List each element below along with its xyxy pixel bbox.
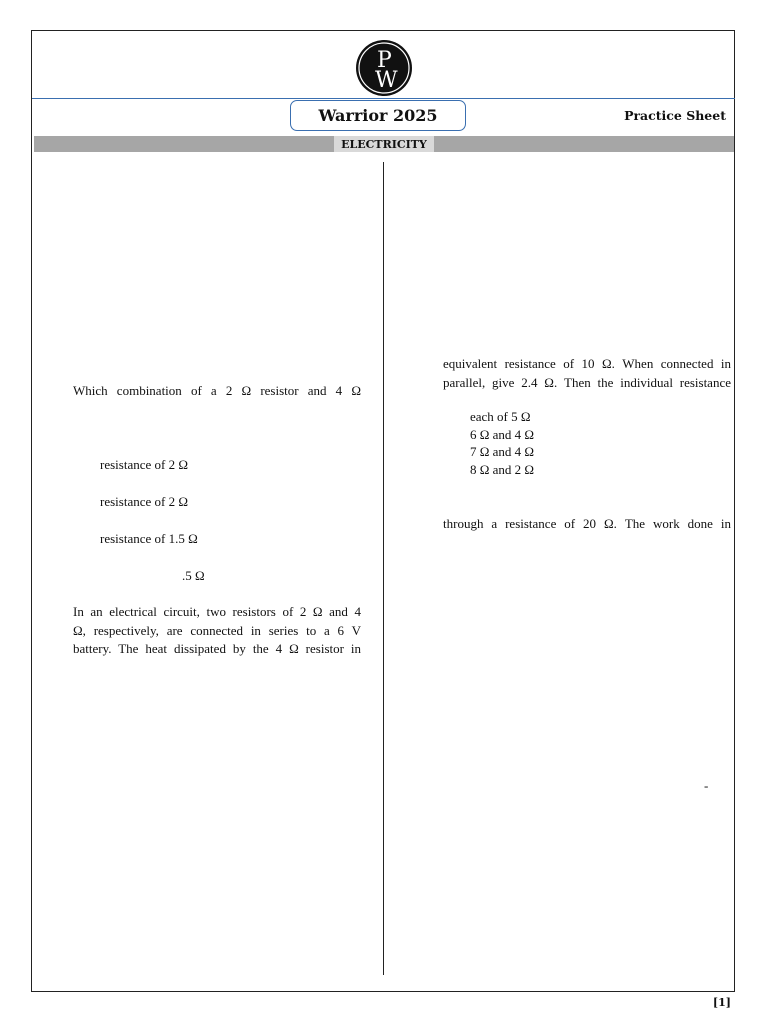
- question-line: Which combination of a 2 Ω resistor and 4 Ω: [73, 383, 361, 398]
- sheet-title-box: [290, 100, 466, 131]
- option-item: 6 Ω and 4 Ω: [470, 426, 535, 442]
- option-b: resistance of 2 Ω: [100, 494, 188, 509]
- column-divider: [383, 162, 384, 975]
- page-number: [1]: [712, 996, 731, 1009]
- right-question-line: through a resistance of 20 Ω. The work done in: [443, 516, 731, 531]
- svg-text:P: P: [377, 48, 392, 73]
- right-options-list: [470, 408, 534, 479]
- option-d: .5 Ω: [182, 568, 205, 583]
- option-a: resistance of 2 Ω: [100, 457, 188, 472]
- sheet-title: Warrior 2025: [318, 106, 438, 125]
- practice-sheet-label: Practice Sheet: [624, 108, 726, 123]
- topic-text: ELECTRICITY: [341, 137, 427, 151]
- question-paragraph: [73, 603, 361, 659]
- stray-dash: -: [704, 778, 709, 793]
- header-divider: [32, 98, 735, 99]
- pw-logo: [353, 37, 415, 99]
- paragraph-line: equivalent resistance of 10 Ω. When connected in: [443, 356, 731, 371]
- paragraph-line: In an electrical circuit, two resistors of 2 Ω and 4: [73, 604, 361, 619]
- topic-label: [334, 136, 434, 152]
- paragraph-line: battery. The heat dissipated by the 4 Ω resistor in: [73, 641, 361, 656]
- right-question-text: [443, 355, 731, 392]
- paragraph-line: Ω, respectively, are connected in series to a 6 V: [73, 622, 361, 638]
- svg-text:W: W: [375, 68, 398, 93]
- option-item: 7 Ω and 4 Ω: [470, 444, 535, 460]
- option-item: each of 5 Ω: [470, 409, 531, 424]
- paragraph-line: parallel, give 2.4 Ω. Then the individual resistance: [443, 374, 731, 390]
- option-item: 8 Ω and 2 Ω: [470, 462, 535, 478]
- option-c: resistance of 1.5 Ω: [100, 531, 198, 546]
